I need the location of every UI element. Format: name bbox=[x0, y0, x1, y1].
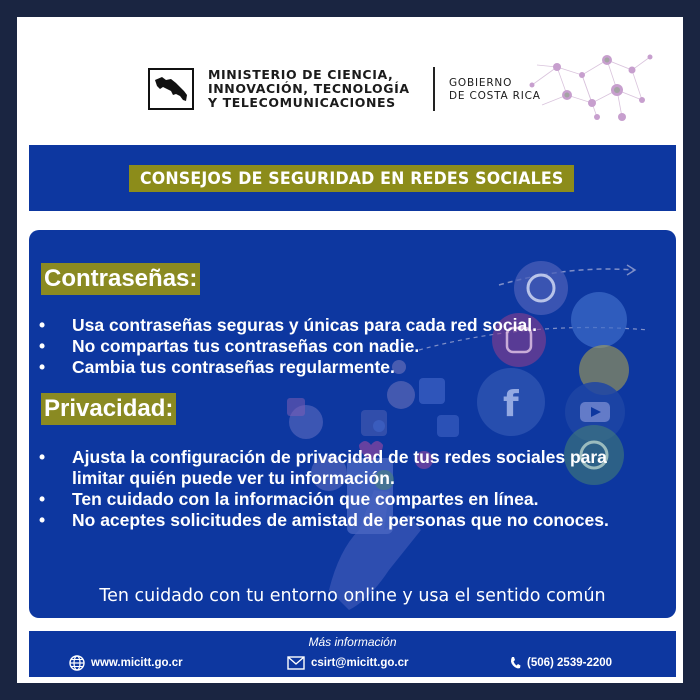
skype-icon bbox=[514, 261, 568, 315]
website-link[interactable] bbox=[69, 655, 183, 671]
page-title: CONSEJOS DE SEGURIDAD EN REDES SOCIALES bbox=[139, 168, 564, 189]
ministry-logo bbox=[148, 68, 194, 110]
phone-text: (506) 2539-2200 bbox=[527, 657, 613, 669]
section-heading-privacy: Privacidad: bbox=[41, 393, 176, 425]
phone-link[interactable] bbox=[509, 655, 612, 671]
gov-line-2: DE COSTA RICA bbox=[449, 89, 541, 102]
gov-line-1: GOBIERNO bbox=[449, 77, 513, 89]
section-heading-passwords: Contraseñas: bbox=[41, 263, 200, 295]
website-text: www.micitt.go.cr bbox=[91, 657, 183, 669]
tips-panel bbox=[29, 230, 676, 618]
like-icon bbox=[419, 378, 445, 404]
poster-card bbox=[17, 17, 683, 683]
twitter-icon bbox=[571, 292, 627, 348]
list-item: • Ten cuidado con la información que compartes en línea. bbox=[39, 489, 539, 509]
title-highlight bbox=[129, 165, 574, 192]
list-item: • Cambia tus contraseñas regularmente. bbox=[39, 357, 395, 377]
closing-message: Ten cuidado con tu entorno online y usa el sentido común bbox=[99, 586, 606, 606]
header bbox=[17, 17, 683, 142]
network-graphic-icon bbox=[522, 45, 657, 125]
phone-icon bbox=[509, 656, 521, 670]
more-info-label: Más información bbox=[308, 635, 397, 649]
email-link[interactable] bbox=[287, 655, 409, 671]
globe-icon bbox=[69, 655, 85, 671]
ministry-name bbox=[208, 68, 410, 110]
list-item: • Usa contraseñas seguras y únicas para cada red social. bbox=[39, 315, 537, 335]
list-item: • Ajusta la configuración de privacidad de tus redes sociales para limitar quién puede ver tu información. bbox=[39, 447, 607, 488]
header-divider bbox=[433, 67, 435, 111]
envelope-icon bbox=[287, 656, 305, 670]
svg-text:f: f bbox=[503, 384, 519, 425]
password-tips-list bbox=[39, 315, 537, 378]
title-bar bbox=[29, 145, 676, 211]
privacy-tips-list bbox=[39, 447, 639, 531]
list-item: • No compartas tus contraseñas con nadie. bbox=[39, 336, 420, 356]
ministry-line-1: MINISTERIO DE CIENCIA, bbox=[208, 67, 394, 82]
email-text: csirt@micitt.go.cr bbox=[311, 657, 409, 669]
contact-bar bbox=[29, 631, 676, 677]
costa-rica-map-icon bbox=[154, 74, 190, 106]
ministry-line-2: INNOVACIÓN, TECNOLOGÍA bbox=[208, 81, 410, 96]
list-item: • No aceptes solicitudes de amistad de personas que no conoces. bbox=[39, 510, 609, 530]
ministry-line-3: Y TELECOMUNICACIONES bbox=[208, 95, 396, 110]
